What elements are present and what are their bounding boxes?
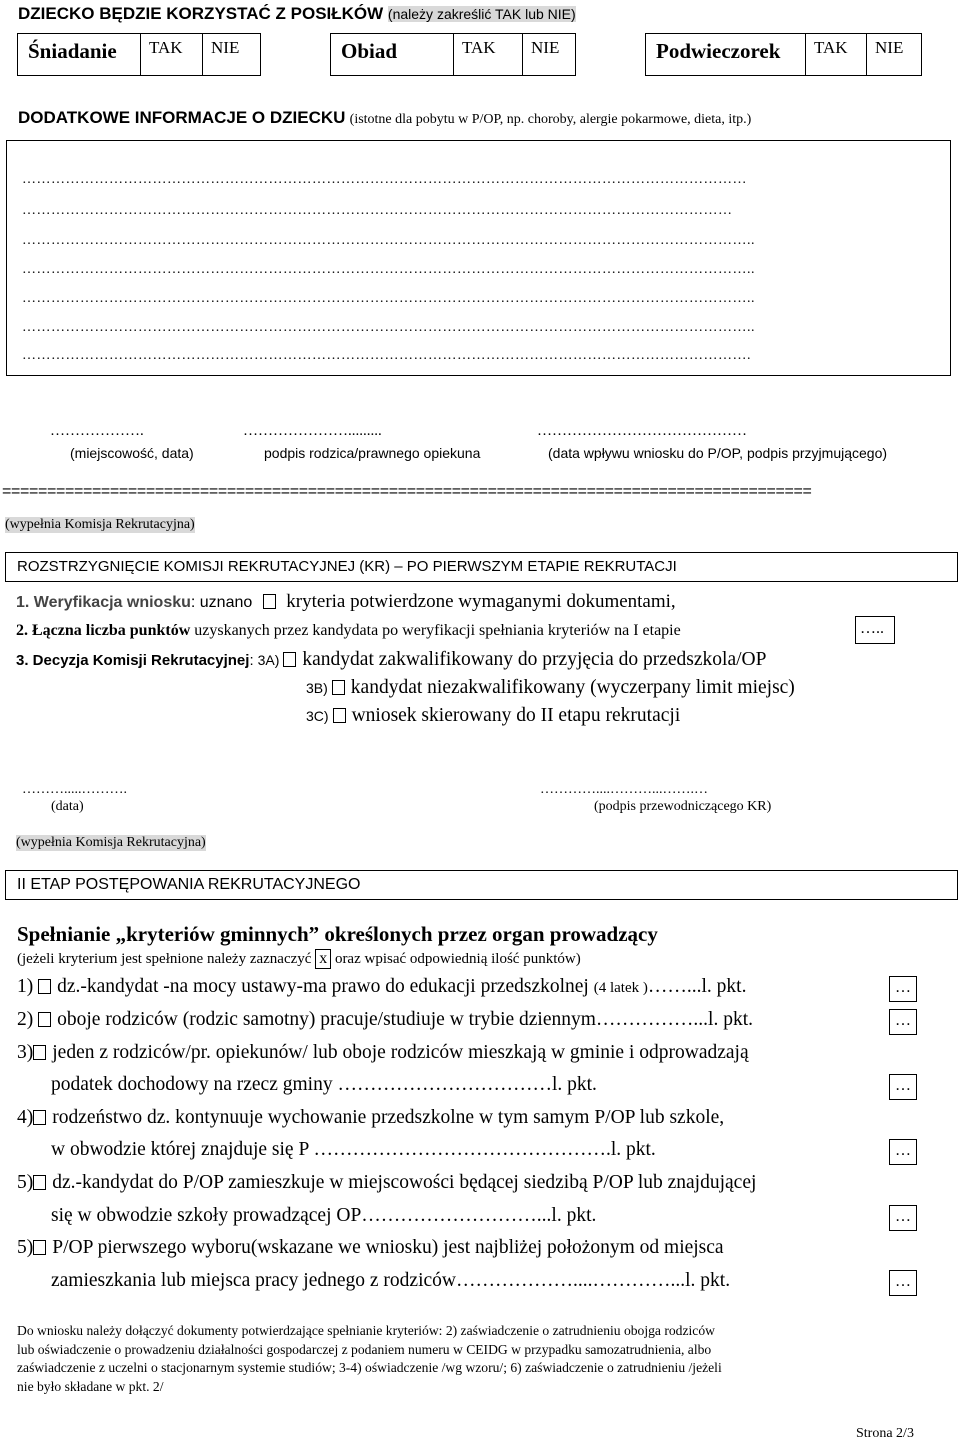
meals-heading: DZIECKO BĘDZIE KORZYSTAĆ Z POSIŁKÓW (należy zakreślić TAK lub NIE): [18, 4, 576, 23]
criterion-3: 3) jeden z rodziców/pr. opiekunów/ lub oboje rodziców mieszkają w gminie i odprowadzają: [17, 1042, 749, 1063]
criterion-4-line2: w obwodzie której znajduje się P ……………………………………….l. pkt.: [51, 1139, 656, 1160]
parent-signature-label: podpis rodzica/prawnego opiekuna: [264, 445, 481, 461]
decision-3c-row: 3C) wniosek skierowany do II etapu rekrutacji: [306, 705, 681, 726]
commission-title: ROZSTRZYGNIĘCIE KOMISJI REKRUTACYJNEJ (KR) – PO PIERWSZYM ETAPIE REKRUTACJI: [17, 558, 677, 575]
verification-row: 1. Weryfikacja wniosku: uznano kryteria potwierdzone wymaganymi dokumentami,: [16, 591, 676, 612]
meal-snack-no[interactable]: NIE: [866, 33, 922, 76]
dotted-line: ……………………………………………………………………………………………………………………………………..: [22, 291, 755, 306]
extra-heading: DODATKOWE INFORMACJE O DZIECKU (istotne dla pobytu w P/OP, np. choroby, alergie pokarmowe, dieta, itp.): [18, 108, 752, 127]
criterion-3-line2: podatek dochodowy na rzecz gminy ……………………………l. pkt.: [51, 1074, 597, 1095]
points-row: 2. Łączna liczba punktów uzyskanych przez kandydata po weryfikacji spełniania kryteriów na I etapie: [16, 622, 681, 639]
meal-snack-yes[interactable]: TAK: [805, 33, 867, 76]
meals-heading-note: (należy zakreślić TAK lub NIE): [387, 6, 576, 22]
extra-heading-note: (istotne dla pobytu w P/OP, np. choroby, alergie pokarmowe, dieta, itp.): [349, 112, 752, 127]
page-number: Strona 2/3: [856, 1426, 914, 1441]
meal-lunch-no[interactable]: NIE: [522, 33, 576, 76]
criterion-4-points[interactable]: …: [889, 1139, 917, 1165]
criterion-3-checkbox[interactable]: [33, 1045, 46, 1060]
criterion-2: 2) oboje rodziców (rodzic samotny) pracuje/studiuje w trybie dziennym……………...l. pkt.: [17, 1009, 754, 1030]
commission-title-box: [5, 552, 958, 582]
criterion-1: 1) dz.-kandydat -na mocy ustawy-ma prawo do edukacji przedszkolnej (4 latek )……...l. pkt.: [17, 976, 747, 997]
criterion-6: 5) P/OP pierwszego wyboru(wskazane we wniosku) jest najbliżej położonym od miejsca: [17, 1237, 724, 1258]
meal-breakfast-yes[interactable]: TAK: [140, 33, 203, 76]
dotted-line: ……………………………………………………………………………………………………………………………………..: [22, 262, 755, 277]
date-dots: ……….....……….: [22, 782, 127, 797]
criterion-3-points[interactable]: …: [889, 1074, 917, 1100]
criterion-1-points[interactable]: …: [889, 976, 917, 1002]
criterion-2-points[interactable]: …: [889, 1009, 917, 1035]
signature-dots-date: ……………….: [50, 423, 144, 439]
decision-3c-checkbox[interactable]: [333, 708, 346, 723]
dotted-line: ……………………………………………………………………………………………………………………………………..: [22, 320, 755, 335]
chair-signature-label: (podpis przewodniczącego KR): [594, 799, 772, 814]
date-label: (data): [51, 799, 84, 814]
chair-dots: …………....………...…….…: [540, 782, 708, 797]
criterion-1-checkbox[interactable]: [38, 979, 51, 994]
criterion-4-checkbox[interactable]: [33, 1110, 46, 1125]
decision-3a-checkbox[interactable]: [283, 652, 296, 667]
decision-row: 3. Decyzja Komisji Rekrutacyjnej: 3A) kandydat zakwalifikowany do przyjęcia do przedszkola/OP: [16, 649, 767, 670]
meal-name-breakfast: Śniadanie: [17, 33, 141, 76]
dotted-line: …………………………………………………………………………………………………………………………………….: [22, 348, 751, 363]
meal-breakfast-no[interactable]: NIE: [202, 33, 261, 76]
stage-two-title: II ETAP POSTĘPOWANIA REKRUTACYJNEGO: [17, 876, 361, 893]
points-field[interactable]: …..: [855, 616, 895, 644]
criterion-5-points[interactable]: …: [889, 1205, 917, 1231]
criterion-6-line2: zamieszkania lub miejsca pracy jednego z rodziców………………....…………...l. pkt.: [51, 1270, 731, 1291]
dotted-line: …………………………………………………………………………………………………………………………………: [22, 203, 733, 218]
commission-note-2: (wypełnia Komisja Rekrutacyjna): [16, 835, 206, 850]
commission-note: (wypełnia Komisja Rekrutacyjna): [5, 517, 195, 532]
meal-lunch-yes[interactable]: TAK: [453, 33, 523, 76]
mark-example: x: [315, 949, 331, 969]
criterion-6-points[interactable]: …: [889, 1270, 917, 1296]
stage-two-title-box: [5, 870, 958, 900]
criteria-instruction: (jeżeli kryterium jest spełnione należy zaznaczyć x oraz wpisać odpowiednią ilość punktów): [17, 950, 581, 967]
dotted-line: ……………………………………………………………………………………………………………………………………..: [22, 233, 755, 248]
meal-name-lunch: Obiad: [330, 33, 454, 76]
criterion-5-line2: się w obwodzie szkoły prowadzącej OP………………………...l. pkt.: [51, 1205, 597, 1226]
decision-3b-row: 3B) kandydat niezakwalifikowany (wyczerpany limit miejsc): [306, 677, 795, 698]
criterion-2-checkbox[interactable]: [38, 1012, 51, 1027]
dotted-line: ……………………………………………………………………………………………………………………………………: [22, 172, 747, 187]
footer-note: Do wniosku należy dołączyć dokumenty potwierdzające spełnianie kryteriów: 2) zaświadczenie o zatrudnieniu obojga rodziców lub oświadczenie o prowadzeniu działalności gospodarczej z podaniem numeru w CEIDG w przypadku samozatrudnienia, albo zaświadczenie z uczelni o stacjonarnym systemie studiów; 3-4) oświadczenie /wg wzoru/; 6) zaświadczenie o zatrudnieniu /jeżeli nie było składane w pkt. 2/: [17, 1323, 722, 1394]
criteria-heading: Spełnianie „kryteriów gminnych” określonych przez organ prowadzący: [17, 922, 658, 946]
criterion-5: 5) dz.-kandydat do P/OP zamieszkuje w miejscowości będącej siedzibą P/OP lub znajdującej: [17, 1172, 757, 1193]
signature-dots-parent: ………………….........: [243, 423, 382, 439]
verification-checkbox[interactable]: [263, 594, 276, 609]
decision-3b-checkbox[interactable]: [332, 680, 345, 695]
meal-name-snack: Podwieczorek: [645, 33, 806, 76]
separator-line: ==========================================================================================: [2, 483, 812, 500]
receipt-label: (data wpływu wniosku do P/OP, podpis przyjmującego): [548, 445, 888, 461]
signature-dots-receipt: ……………………………………: [537, 423, 747, 439]
criterion-4: 4) rodzeństwo dz. kontynuuje wychowanie przedszkolne w tym samym P/OP lub szkole,: [17, 1107, 725, 1128]
criterion-6-checkbox[interactable]: [33, 1240, 46, 1255]
criterion-5-checkbox[interactable]: [33, 1175, 46, 1190]
place-date-label: (miejscowość, data): [70, 445, 194, 461]
